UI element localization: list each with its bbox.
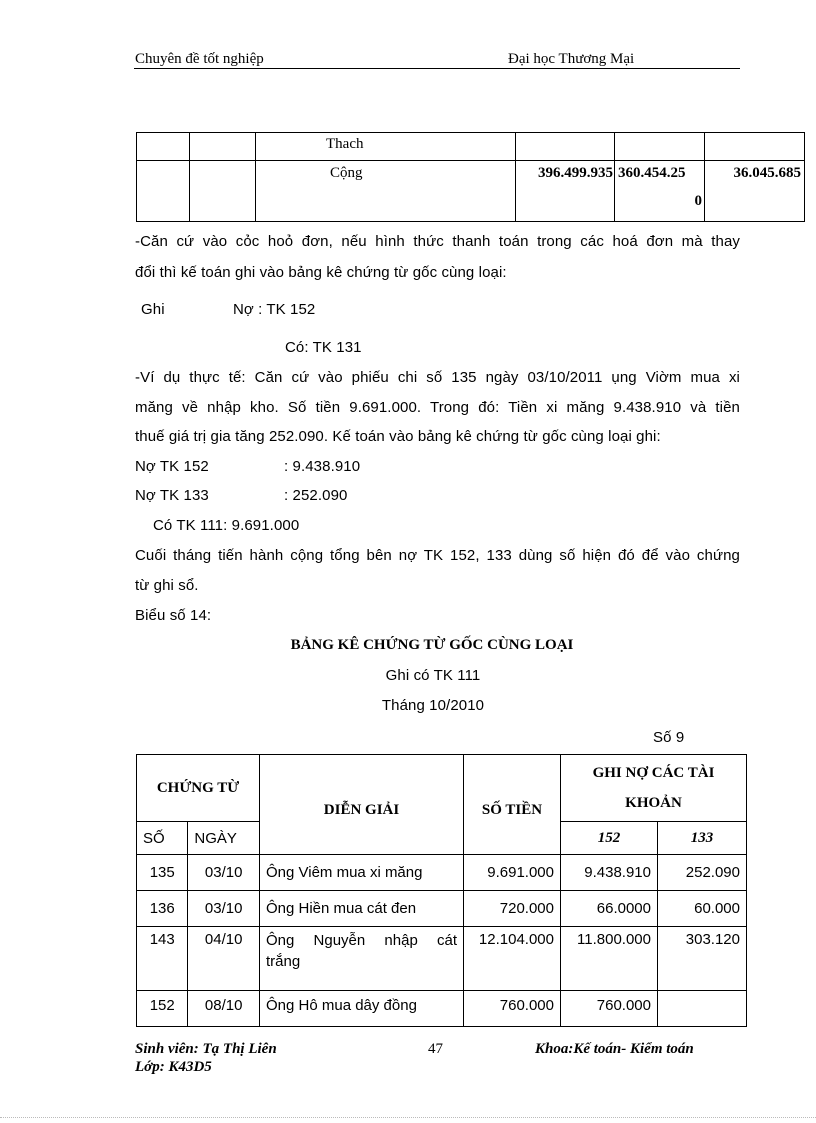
table-cell (137, 161, 190, 222)
cell-diengiai: Ông Hiền mua cát đen (260, 891, 464, 927)
cell-tk133: 60.000 (658, 891, 747, 927)
header-152: 152 (561, 822, 658, 855)
cell-so: 143 (137, 927, 188, 991)
cell-diengiai: Ông Viêm mua xi măng (260, 855, 464, 891)
cell-line: 0 (694, 193, 702, 209)
cell-so: 136 (137, 891, 188, 927)
cell-line: trắng (266, 953, 301, 970)
paragraph-2-line-3: thuế giá trị gia tăng 252.090. Kế toán vào bảng kê chứng từ gốc cùng loại ghi: (135, 428, 661, 445)
table-cell (516, 133, 615, 161)
header-ghino-line1: GHI NỢ CÁC TÀI (592, 765, 715, 781)
table-row (137, 161, 805, 222)
table-cell (137, 133, 190, 161)
no133-value: : 252.090 (284, 487, 348, 504)
table-cell: 396.499.935 (516, 161, 615, 222)
paragraph-2-line-2: măng về nhập kho. Số tiền 9.691.000. Trong đó: Tiền xi măng 9.438.910 và tiền (135, 399, 740, 416)
co111: Có TK 111: 9.691.000 (153, 517, 300, 534)
no133-label: Nợ TK 133 (135, 487, 209, 504)
header-ngay: NGÀY (188, 822, 260, 855)
paragraph-1-line-1: -Căn cứ vào cỏc hoỏ đơn, nếu hình thức thanh toán trong các hoá đơn mà thay (135, 233, 740, 250)
voucher-table (136, 754, 747, 1027)
cell-tk152: 11.800.000 (561, 927, 658, 991)
page-edge (0, 1117, 816, 1118)
header-left: Chuyên đề tốt nghiệp (135, 51, 264, 67)
table-row (137, 133, 805, 161)
table-cell (705, 133, 805, 161)
table-row (137, 855, 747, 891)
table-cell: Cộng (256, 161, 516, 222)
header-133: 133 (658, 822, 747, 855)
cell-line: 360.454.25 (618, 165, 686, 181)
table-row (137, 991, 747, 1027)
cell-so: 152 (137, 991, 188, 1027)
report-subtitle: Ghi có TK 111 (385, 667, 481, 684)
table-header-row (137, 755, 747, 822)
cell-ngay: 04/10 (188, 927, 260, 991)
co-tk131: Có: TK 131 (285, 339, 362, 356)
table-cell (190, 133, 256, 161)
bieu-label: Biểu số 14: (135, 607, 212, 624)
footer-page-number: 47 (428, 1041, 443, 1057)
cell-tk152: 760.000 (561, 991, 658, 1027)
table-cell (190, 161, 256, 222)
cell-ngay: 03/10 (188, 891, 260, 927)
no152-value: : 9.438.910 (284, 458, 361, 475)
no152-label: Nợ TK 152 (135, 458, 209, 475)
report-title: BẢNG KÊ CHỨNG TỪ GỐC CÙNG LOẠI (290, 637, 574, 653)
paragraph-3-line-1: Cuối tháng tiến hành cộng tổng bên nợ TK 152, 133 dùng số hiện đó để vào chứng (135, 547, 740, 564)
paragraph-1-line-2: đổi thì kế toán ghi vào bảng kê chứng từ gốc cùng loại: (135, 264, 507, 281)
header-ghino (561, 755, 747, 822)
header-sotien: SỐ TIỀN (464, 755, 561, 855)
table-cell (615, 133, 705, 161)
cell-so: 135 (137, 855, 188, 891)
header-so: SỐ (137, 822, 188, 855)
footer-class: Lớp: K43D5 (135, 1059, 212, 1075)
header-right: Đại học Thương Mại (508, 51, 635, 67)
header-ghino-line2: KHOẢN (625, 795, 682, 811)
cell-tk152: 66.0000 (561, 891, 658, 927)
cell-tk152: 9.438.910 (561, 855, 658, 891)
cell-diengiai: Ông Hô mua dây đồng (260, 991, 464, 1027)
cell-tk133: 252.090 (658, 855, 747, 891)
cell-sotien: 12.104.000 (464, 927, 561, 991)
cell-sotien: 720.000 (464, 891, 561, 927)
cell-diengiai (260, 927, 464, 991)
cell-sotien: 760.000 (464, 991, 561, 1027)
table-cell: 36.045.685 (705, 161, 805, 222)
header-rule (134, 68, 740, 69)
header-chungtu: CHỨNG TỪ (137, 755, 260, 822)
footer-student: Sinh viên: Tạ Thị Liên (135, 1041, 277, 1057)
cell-sotien: 9.691.000 (464, 855, 561, 891)
cell-line: Ông Nguyễn nhập cát (266, 932, 457, 949)
paragraph-2-line-1: -Ví dụ thực tế: Căn cứ vào phiếu chi số 135 ngày 03/10/2011 ụng Viờm mua xi (135, 369, 740, 386)
no-tk152: Nợ : TK 152 (233, 301, 316, 318)
top-table (136, 132, 805, 222)
table-cell (615, 161, 705, 222)
ghi-label: Ghi (141, 301, 165, 318)
header-diengiai: DIỄN GIẢI (260, 755, 464, 855)
report-number: Số 9 (653, 729, 685, 746)
cell-tk133 (658, 991, 747, 1027)
cell-ngay: 08/10 (188, 991, 260, 1027)
footer-faculty: Khoa:Kế toán- Kiểm toán (535, 1041, 694, 1057)
report-month: Tháng 10/2010 (381, 697, 485, 714)
table-row (137, 891, 747, 927)
cell-tk133: 303.120 (658, 927, 747, 991)
table-row (137, 927, 747, 991)
paragraph-3-line-2: từ ghi sổ. (135, 577, 199, 594)
table-cell: Thach (256, 133, 516, 161)
cell-ngay: 03/10 (188, 855, 260, 891)
